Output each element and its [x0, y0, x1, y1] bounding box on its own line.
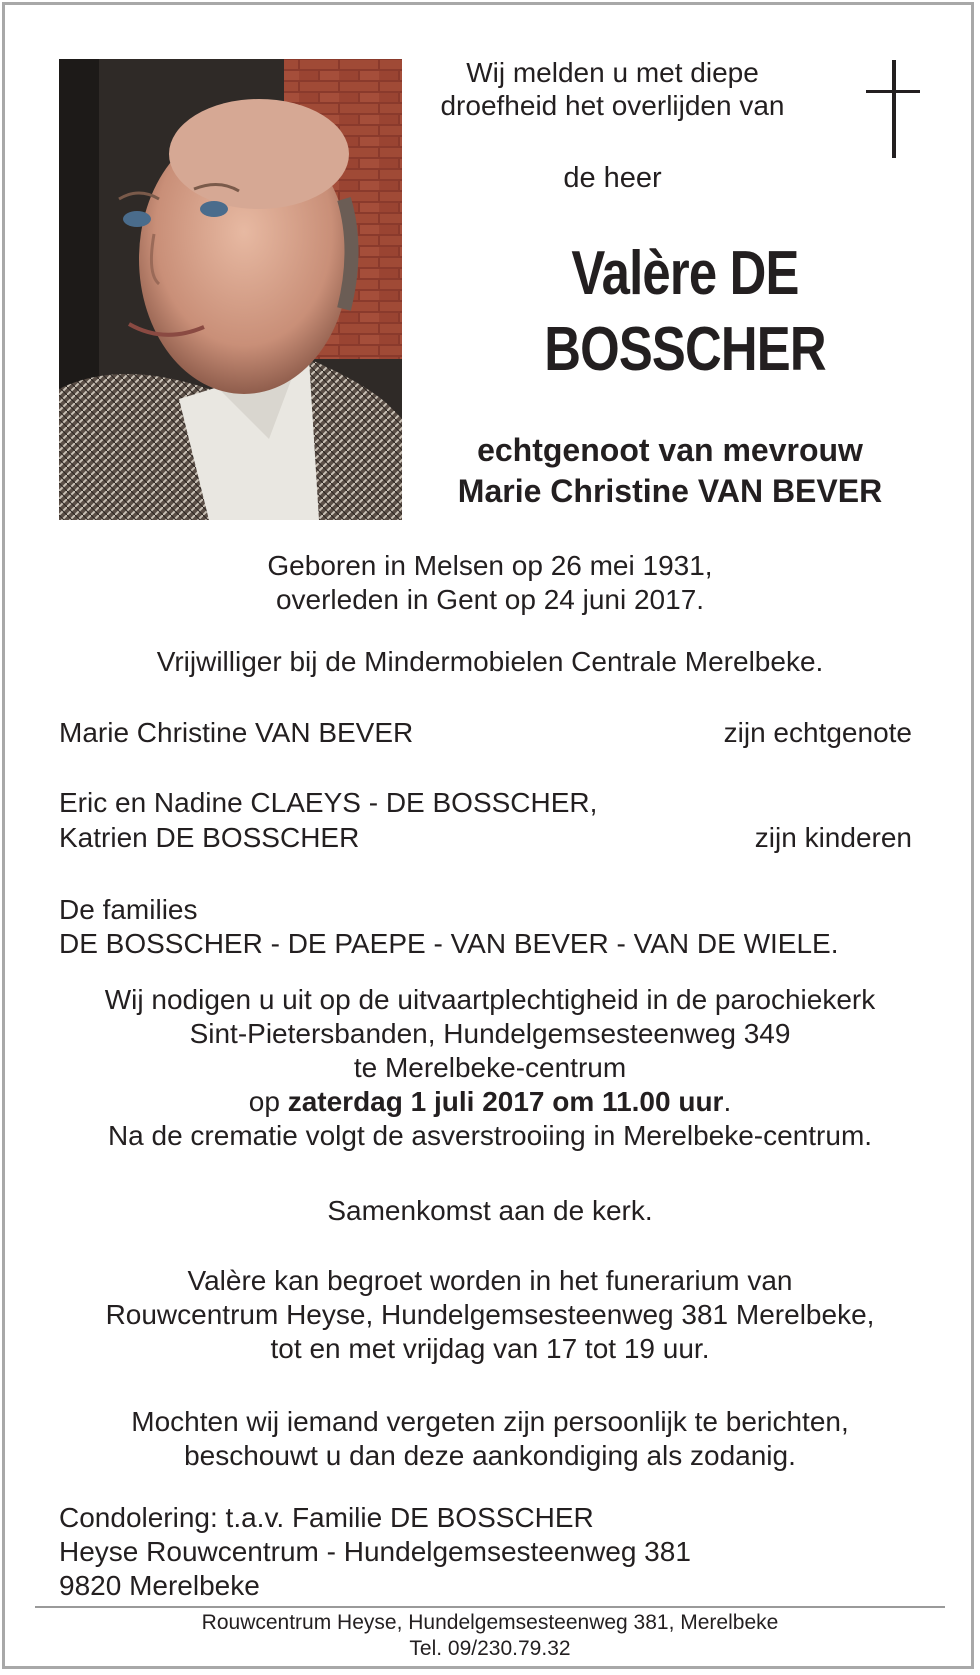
families-block — [59, 893, 939, 961]
condolence-line-1: Condolering: t.a.v. Familie DE BOSSCHER — [59, 1502, 594, 1533]
spouse-row — [59, 716, 912, 750]
condolence-line-3: 9820 Merelbeke — [59, 1570, 260, 1601]
footer-line-1: Rouwcentrum Heyse, Hundelgemsesteenweg 381, Merelbeke — [201, 1611, 779, 1634]
footer-line-2: Tel. 09/230.79.32 — [409, 1637, 571, 1660]
died-line: overleden in Gent op 24 juni 2017. — [275, 584, 705, 615]
ceremony-date-prefix: op — [248, 1086, 288, 1117]
spouse-line-1: echtgenoot van mevrouw — [477, 432, 863, 468]
viewing-block — [30, 1264, 950, 1366]
intro-text — [440, 56, 785, 122]
apology-block — [30, 1405, 950, 1473]
ceremony-date: zaterdag 1 juli 2017 om 11.00 uur — [287, 1086, 724, 1117]
intro-line-1: Wij melden u met diepe — [466, 57, 759, 88]
children-row-1 — [59, 786, 912, 820]
footer — [35, 1610, 945, 1662]
apology-line-1: Mochten wij iemand vergeten zijn persoonlijk te berichten, — [131, 1406, 849, 1437]
viewing-line-3: tot en met vrijdag van 17 tot 19 uur. — [270, 1333, 710, 1364]
life-dates — [30, 549, 950, 617]
gathering-line: Samenkomst aan de kerk. — [327, 1195, 653, 1226]
ceremony-block — [30, 983, 950, 1153]
footer-divider — [35, 1606, 945, 1608]
name-line-1: Valère DE — [571, 239, 799, 308]
ceremony-line-5: Na de crematie volgt de asverstrooiing in Merelbeke-centrum. — [107, 1120, 873, 1151]
children-line-1: Eric en Nadine CLAEYS - DE BOSSCHER, — [59, 787, 598, 818]
spouse-relation: zijn echtgenote — [723, 717, 912, 748]
families-names: DE BOSSCHER - DE PAEPE - VAN BEVER - VAN DE WIELE. — [59, 928, 839, 959]
ceremony-line-2: Sint-Pietersbanden, Hundelgemsesteenweg 349 — [189, 1018, 791, 1049]
condolence-line-2: Heyse Rouwcentrum - Hundelgemsesteenweg 381 — [59, 1536, 691, 1567]
ceremony-date-suffix: . — [723, 1086, 732, 1117]
ceremony-date-line — [30, 1085, 950, 1119]
honorific: de heer — [563, 162, 662, 194]
volunteer-line: Vrijwilliger bij de Mindermobielen Centrale Merelbeke. — [156, 646, 824, 677]
intro-line-2: droefheid het overlijden van — [440, 90, 785, 121]
spouse-name: Marie Christine VAN BEVER — [59, 717, 414, 748]
born-line: Geboren in Melsen op 26 mei 1931, — [267, 550, 713, 581]
portrait-photo — [59, 59, 402, 520]
spouse-line-2: Marie Christine VAN BEVER — [457, 473, 883, 509]
ceremony-line-1: Wij nodigen u uit op de uitvaartplechtigheid in de parochiekerk — [104, 984, 876, 1015]
viewing-line-2: Rouwcentrum Heyse, Hundelgemsesteenweg 381 Merelbeke, — [105, 1299, 875, 1330]
children-relation: zijn kinderen — [754, 822, 912, 853]
name-line-2: BOSSCHER — [544, 315, 826, 384]
children-row-2 — [59, 821, 912, 855]
apology-line-2: beschouwt u dan deze aankondiging als zodanig. — [184, 1440, 796, 1471]
children-line-2: Katrien DE BOSSCHER — [59, 822, 360, 853]
cross-icon — [862, 60, 922, 160]
condolence-block — [59, 1501, 939, 1603]
deceased-name — [517, 236, 853, 388]
ceremony-line-3: te Merelbeke-centrum — [353, 1052, 627, 1083]
spouse-heading — [420, 430, 920, 512]
families-label: De families — [59, 894, 198, 925]
viewing-line-1: Valère kan begroet worden in het funerarium van — [187, 1265, 793, 1296]
